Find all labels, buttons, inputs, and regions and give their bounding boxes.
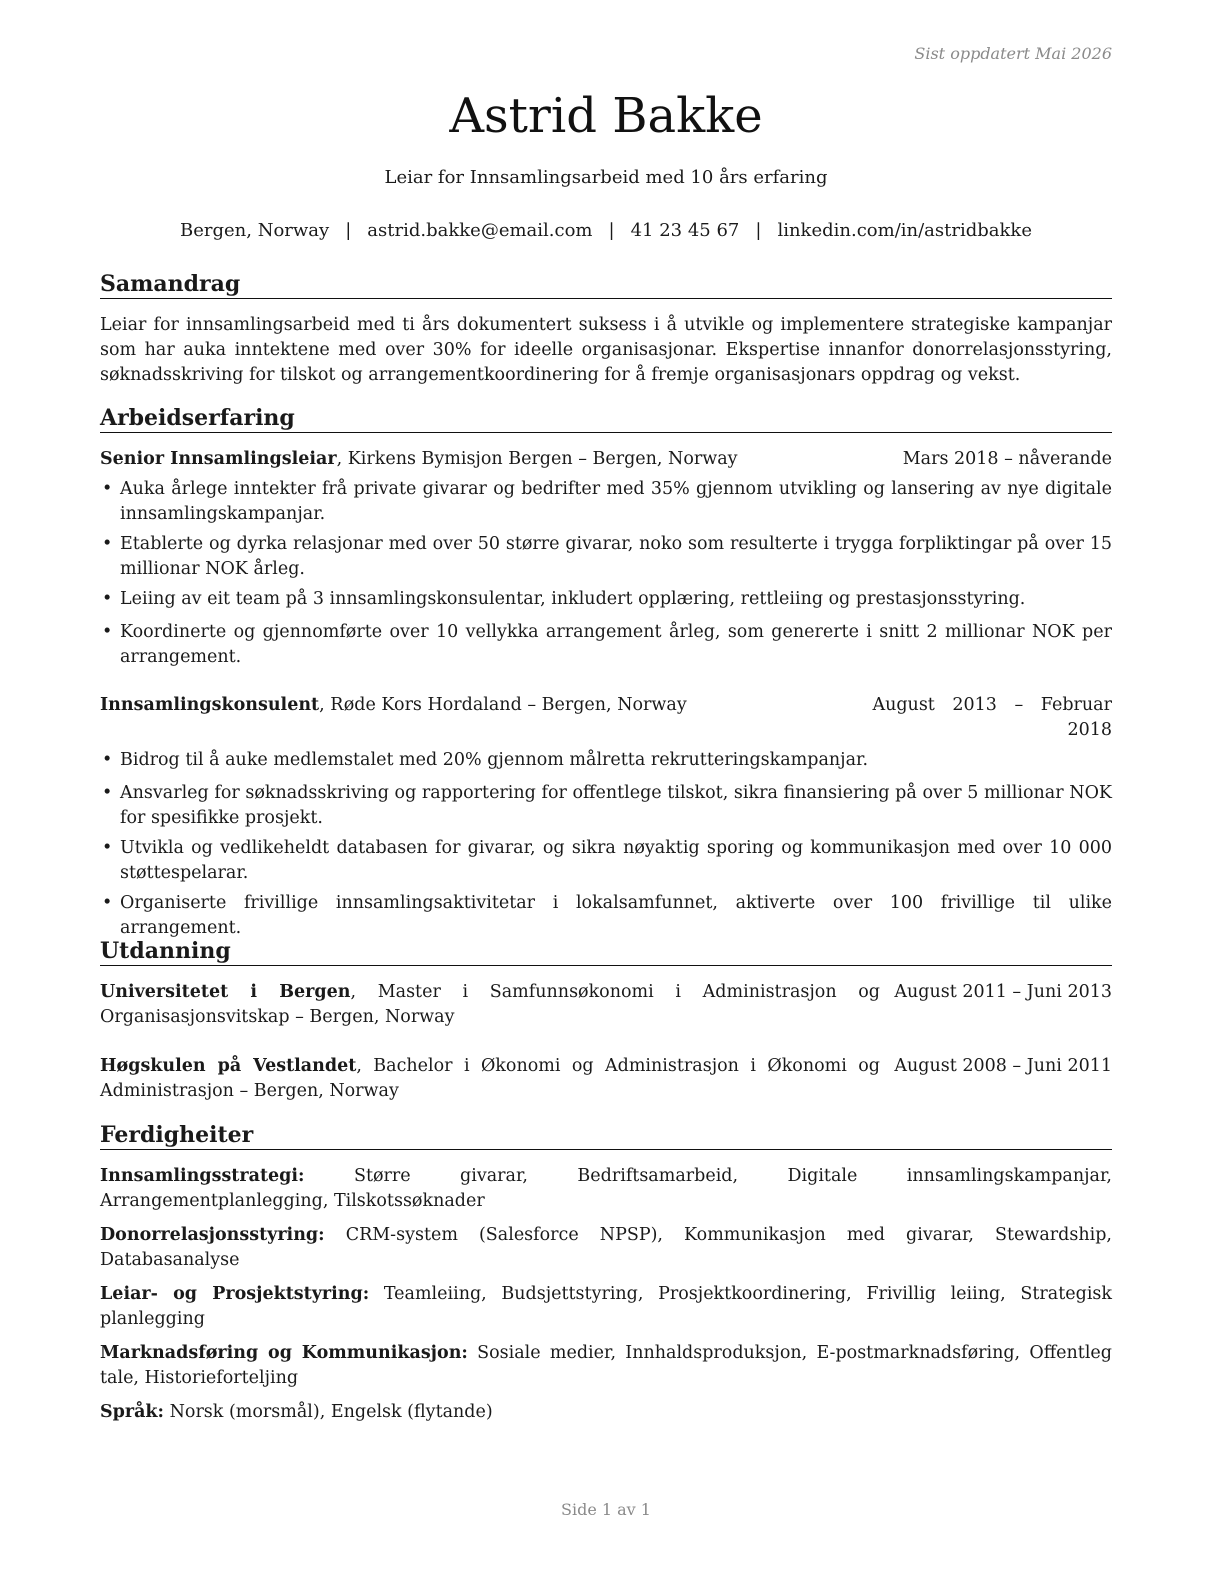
education-dates: August 2011 – Juni 2013 [894,982,1112,1002]
page-number: Side 1 av 1 [561,1500,651,1519]
contact-separator: | [755,220,762,241]
skill-label: Innsamlingsstrategi: [100,1166,305,1186]
job-bullets [100,748,1112,941]
headline: Leiar for Innsamlingsarbeid med 10 års erfaring [384,167,828,188]
job-bullet: • Utvikla og vedlikeheldt databasen for givarar, og sikra nøyaktig sporing og kommunikasjon med over 10 000 støttespelarar. [100,836,1112,886]
job-bullet: • Leiing av eit team på 3 innsamlingskonsulentar, inkludert opplæring, rettleiing og prestasjonsstyring. [100,587,1112,612]
skill-label: Donorrelasjonsstyring: [100,1225,325,1245]
education-section [100,937,1112,1104]
skill-row [100,1223,1112,1273]
contact-separator: | [345,220,352,241]
education-degree: , Bachelor i Økonomi og Administrasjon i Økonomi og Administrasjon – Bergen, Norway [100,1056,880,1101]
job-bullet: • Koordinerte og gjennomførte over 10 vellykka arrangement årleg, som genererte i snitt 2 millionar NOK per arrangement. [100,620,1112,670]
job-org: , Kirkens Bymisjon Bergen – Bergen, Norway [336,449,738,469]
job-bullet: • Etablerte og dyrka relasjonar med over 50 større givarar, noko som resulterte i trygga forpliktingar på over 15 millionar NOK årleg. [100,532,1112,582]
job-dates [856,693,1112,743]
job-dates-line2: 2018 [1067,720,1112,740]
job-bullets [100,477,1112,670]
skill-label: Språk: [100,1402,165,1422]
education-dates: August 2008 – Juni 2011 [894,1056,1112,1076]
education-entry [100,980,1112,1030]
job-entry [100,693,1112,941]
skill-value: CRM-system (Salesforce NPSP), Kommunikasjon med givarar, Stewardship, Databasanalyse [100,1225,1112,1270]
contact-linkedin[interactable]: linkedin.com/in/astridbakke [777,220,1032,241]
skill-row [100,1400,1112,1425]
summary-section [100,270,1112,388]
summary-text: Leiar for innsamlingsarbeid med ti års dokumentert suksess i å utvikle og implementere strategiske kampanjar som har auka inntektene med over 30% for ideelle organisasjonar. Ekspertise innanfor donorrelasjonsstyring, søknadsskriving for tilskot og arrangementkoordinering for å fremje organisasjonars oppdrag og vekst. [100,315,1112,385]
job-org: , Røde Kors Hordaland – Bergen, Norway [319,695,687,715]
last-updated: Sist oppdatert Mai 2026 [914,44,1112,63]
job-role: Innsamlingskonsulent [100,695,320,715]
skill-value: Sosiale medier, Innhaldsproduksjon, E-postmarknadsføring, Offentleg tale, Historieforteljing [100,1343,1112,1388]
experience-section [100,404,1112,941]
skill-row [100,1282,1112,1332]
contact-line [100,219,1112,243]
job-entry [100,447,1112,670]
skills-section [100,1121,1112,1425]
skill-label: Leiar- og Prosjektstyring: [100,1284,370,1304]
skill-value: Norsk (morsmål), Engelsk (flytande) [164,1402,493,1422]
education-entry [100,1054,1112,1104]
job-role: Senior Innsamlingsleiar [100,449,337,469]
job-bullet: • Bidrog til å auke medlemstalet med 20% gjennom målretta rekrutteringskampanjar. [100,748,1112,773]
job-bullet: • Organiserte frivillige innsamlingsaktivitetar i lokalsamfunnet, aktiverte over 100 frivillige til ulike arrangement. [100,891,1112,941]
resume-page [100,0,1112,1584]
skill-row [100,1341,1112,1391]
contact-location: Bergen, Norway [180,220,330,241]
summary-title: Samandrag [100,270,1112,299]
job-bullet: • Auka årlege inntekter frå private givarar og bedrifter med 35% gjennom utvikling og lansering av nye digitale innsamlingskampanjar. [100,477,1112,527]
job-dates-line1: August 2013 – Februar [872,695,1112,715]
job-dates: Mars 2018 – nåverande [902,449,1112,469]
education-school: Universitetet i Bergen [100,982,351,1002]
contact-separator: | [608,220,615,241]
job-header [100,693,1112,743]
contact-phone: 41 23 45 67 [630,220,740,241]
candidate-name: Astrid Bakke [449,88,763,144]
job-header [100,447,1112,472]
skill-label: Marknadsføring og Kommunikasjon: [100,1343,468,1363]
contact-email[interactable]: astrid.bakke@email.com [367,220,593,241]
experience-title: Arbeidserfaring [100,404,1112,433]
skill-row [100,1164,1112,1214]
job-bullet: • Ansvarleg for søknadsskriving og rapportering for offentlege tilskot, sikra finansiering på over 5 millionar NOK for spesifikke prosjekt. [100,781,1112,831]
skill-value: Større givarar, Bedriftsamarbeid, Digitale innsamlingskampanjar, Arrangementplanlegging, Tilskotssøknader [100,1166,1112,1211]
education-degree: , Master i Samfunnsøkonomi i Administrasjon og Organisasjonsvitskap – Bergen, Norway [100,982,881,1027]
skills-title: Ferdigheiter [100,1121,1112,1150]
education-school: Høgskulen på Vestlandet [100,1056,357,1076]
skill-value: Teamleiing, Budsjettstyring, Prosjektkoordinering, Frivillig leiing, Strategisk planlegging [100,1284,1113,1329]
education-title: Utdanning [100,937,1112,966]
